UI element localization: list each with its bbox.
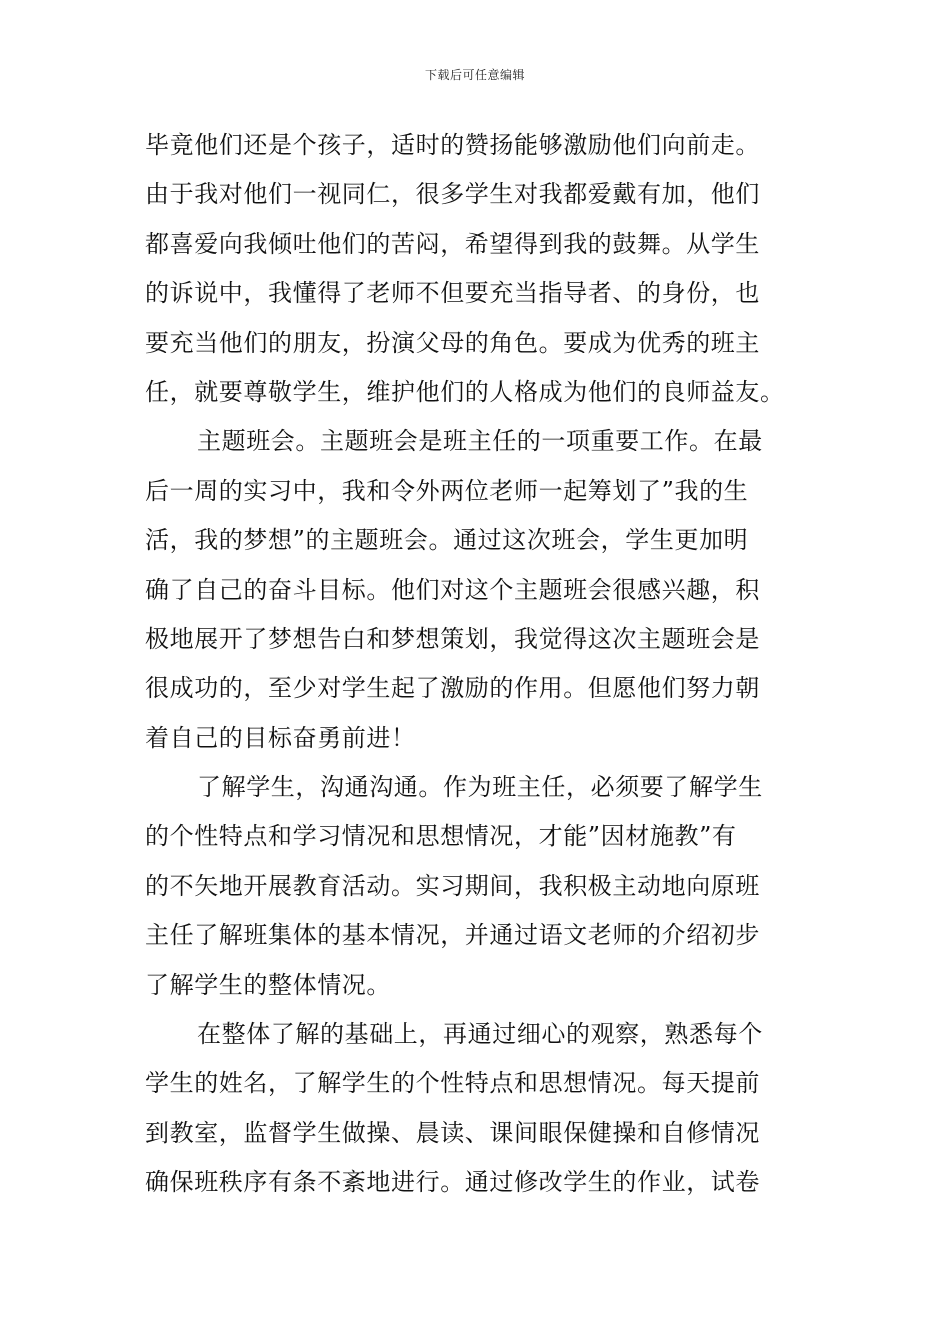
text-line: 了解学生，沟通沟通。作为班主任，必须要了解学生: [197, 773, 763, 802]
text-line: 的不矢地开展教育活动。实习期间，我积极主动地向原班: [145, 871, 760, 900]
text-line: 着自己的目标奋勇前进！: [145, 723, 416, 752]
text-line: 确保班秩序有条不紊地进行。通过修改学生的作业，试卷: [145, 1168, 760, 1197]
text-line: 在整体了解的基础上，再通过细心的观察，熟悉每个: [197, 1020, 763, 1049]
text-line: 要充当他们的朋友，扮演父母的角色。要成为优秀的班主: [145, 328, 760, 357]
text-line: 很成功的，至少对学生起了激励的作用。但愿他们努力朝: [145, 674, 760, 703]
page-header: 下载后可任意编辑: [424, 68, 525, 82]
text-line: 极地展开了梦想告白和梦想策划，我觉得这次主题班会是: [145, 624, 760, 653]
text-line: 后一周的实习中，我和令外两位老师一起筹划了”我的生: [145, 476, 749, 505]
text-line: 学生的姓名，了解学生的个性特点和思想情况。每天提前: [145, 1069, 760, 1098]
text-line: 的诉说中，我懂得了老师不但要充当指导者、的身份，也: [145, 279, 760, 308]
text-line: 的个性特点和学习情况和思想情况，才能”因材施教”有: [145, 822, 737, 851]
text-line: 到教室，监督学生做操、晨读、课间眼保健操和自修情况: [145, 1118, 760, 1147]
text-line: 由于我对他们一视同仁，很多学生对我都爱戴有加，他们: [145, 180, 760, 209]
text-line: 确了自己的奋斗目标。他们对这个主题班会很感兴趣，积: [145, 575, 760, 604]
text-line: 主任了解班集体的基本情况，并通过语文老师的介绍初步: [145, 921, 760, 950]
text-line: 任，就要尊敬学生，维护他们的人格成为他们的良师益友。: [145, 377, 785, 406]
text-line: 毕竟他们还是个孩子，适时的赞扬能够激励他们向前走。: [145, 131, 760, 159]
text-line: 了解学生的整体情况。: [145, 970, 391, 999]
text-line: 活，我的梦想”的主题班会。通过这次班会，学生更加明: [145, 526, 749, 555]
text-line: 主题班会。主题班会是班主任的一项重要工作。在最: [197, 427, 763, 456]
document-body: [145, 121, 810, 1208]
text-line: 都喜爱向我倾吐他们的苦闷，希望得到我的鼓舞。从学生: [145, 229, 760, 258]
